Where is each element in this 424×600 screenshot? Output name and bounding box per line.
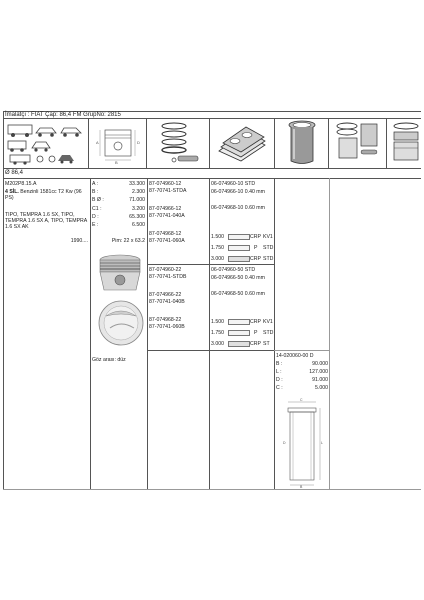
gasket-set-icon (213, 121, 271, 165)
icon-sep-4 (274, 118, 275, 168)
g2-code-b2: 87-70741-040B (149, 299, 185, 305)
dimension-row: B : 2.300 (92, 189, 145, 195)
piston-kit-icon (333, 120, 383, 166)
liner-dim-row: C : 5.000 (276, 385, 328, 391)
col-sep-1 (90, 178, 91, 489)
col-sep-3 (209, 178, 210, 489)
col-sep-4 (274, 178, 275, 489)
col-sep-5 (329, 178, 330, 489)
ring-profile-icon (228, 256, 250, 262)
dimension-row: D : 65.300 (92, 214, 145, 220)
ring-profile-icon (228, 330, 250, 336)
engine-models: TIPO, TEMPRA 1.6 SX, TIPO, TEMPRA 1.6 SX A, TIPO, TEMPRA 1.6 SX AK (5, 212, 87, 230)
group2-bottom (147, 350, 274, 351)
liner-code: 14-020060-00 D (276, 353, 314, 359)
g2-ring-code-060: 06-074968-50 0.60 mm (211, 291, 265, 297)
liner-dim-row: L : 127.000 (276, 369, 328, 375)
ring-width: 1.500 (211, 234, 224, 240)
ring-profile-icon (228, 245, 250, 251)
ring-profile-icon (228, 319, 250, 325)
ring-type: CRP (250, 341, 261, 347)
ring-type: P (254, 330, 258, 336)
ring-size: STD (263, 330, 274, 336)
header-info: İmalatçı : FIAT Çap: 86,4 FM GrupNo: 2815 (5, 112, 121, 118)
g2-code-b1: 87-074966-22 (149, 292, 182, 298)
ring-width: 1.500 (211, 319, 224, 325)
g1-code-c1: 87-074968-12 (149, 231, 182, 237)
frame-bottom-line (3, 489, 421, 490)
g2-ring-code-std: 06-074960-50 STD (211, 267, 256, 273)
ring-width: 1.750 (211, 245, 224, 251)
icon-sep-2 (146, 118, 147, 168)
svg-text:B: B (300, 485, 303, 489)
g2-code-c1: 87-074968-22 (149, 317, 182, 323)
piston-side-icon (390, 120, 420, 166)
piston-diagram-icon (95, 122, 143, 164)
liner-dim-row: D : 91.000 (276, 377, 328, 383)
group-divider (147, 264, 274, 265)
g1-code-a2: 87-70741-STDA (149, 188, 187, 194)
g1-code-a1: 87-074960-12 (149, 181, 182, 187)
ring-size: STD (263, 245, 274, 251)
engine-year: 1990.... (70, 238, 88, 244)
g1-ring-code-std: 06-074960-10 STD (211, 181, 256, 187)
ring-type: P (254, 245, 258, 251)
piston-note: Göz arası: düz (92, 357, 126, 363)
icon-sep-3 (209, 118, 210, 168)
svg-text:B: B (115, 160, 118, 165)
engine-code: M202P8.15.A (5, 181, 37, 187)
ring-type: CRP (250, 319, 261, 325)
g2-code-c2: 87-70741-060B (149, 324, 185, 330)
piston-rings-icon (152, 120, 206, 166)
cylinder-liner-icon (285, 120, 319, 166)
ring-type: CRP (250, 234, 261, 240)
piston-side-photo (96, 254, 144, 294)
piston-top-photo (96, 298, 146, 348)
diameter-divider (3, 178, 421, 179)
g1-ring-code-040: 06-074966-10 0.40 mm (211, 189, 265, 195)
liner-dim-row: B : 90.000 (276, 361, 328, 367)
ring-profile-icon (228, 341, 250, 347)
engine-cylinders: 4 SİL. (5, 189, 19, 195)
ring-size: STD (263, 256, 274, 262)
pin-size: Pim: 22 x 63.2 (111, 238, 145, 244)
ring-width: 1.750 (211, 330, 224, 336)
vehicles-icon (6, 121, 86, 166)
g2-ring-code-040: 06-074966-50 0.40 mm (211, 275, 265, 281)
ring-width: 3.000 (211, 341, 224, 347)
ring-width: 3.000 (211, 256, 224, 262)
engine-description-block (5, 189, 89, 201)
ring-type: CRP (250, 256, 261, 262)
g1-code-b1: 87-074966-12 (149, 206, 182, 212)
g1-code-c2: 87-70741-060A (149, 238, 185, 244)
engine-description: Benzinli 1581cc T2 Kw (96 PS) (5, 189, 82, 201)
ring-size: KV1 (263, 319, 273, 325)
g1-code-b2: 87-70741-040A (149, 213, 185, 219)
icon-sep-1 (88, 118, 89, 168)
ring-size: ST (263, 341, 270, 347)
icon-sep-6 (386, 118, 387, 168)
svg-text:L: L (321, 441, 323, 445)
ring-profile-icon (228, 234, 250, 240)
svg-text:D: D (137, 140, 140, 145)
icon-sep-5 (328, 118, 329, 168)
liner-top (274, 350, 329, 351)
ring-size: KV1 (263, 234, 273, 240)
g2-code-a1: 87-074960-22 (149, 267, 182, 273)
frame-left-line (3, 111, 4, 489)
svg-text:D: D (283, 441, 286, 445)
dimension-row: B Ø : 71.000 (92, 197, 145, 203)
dimension-row: A : 33.300 (92, 181, 145, 187)
icon-row-divider (3, 168, 421, 169)
liner-drawing-icon (280, 398, 326, 488)
col-sep-2 (147, 178, 148, 489)
diameter-label: Ø 86,4 (5, 170, 24, 176)
dimension-row: C1 : 3.200 (92, 206, 145, 212)
svg-text:C: C (300, 398, 303, 402)
g1-ring-code-060: 06-074968-10 0.60 mm (211, 205, 265, 211)
dimension-row: E : 6.500 (92, 222, 145, 228)
svg-text:A: A (96, 140, 99, 145)
g2-code-a2: 87-70741-STDB (149, 274, 187, 280)
